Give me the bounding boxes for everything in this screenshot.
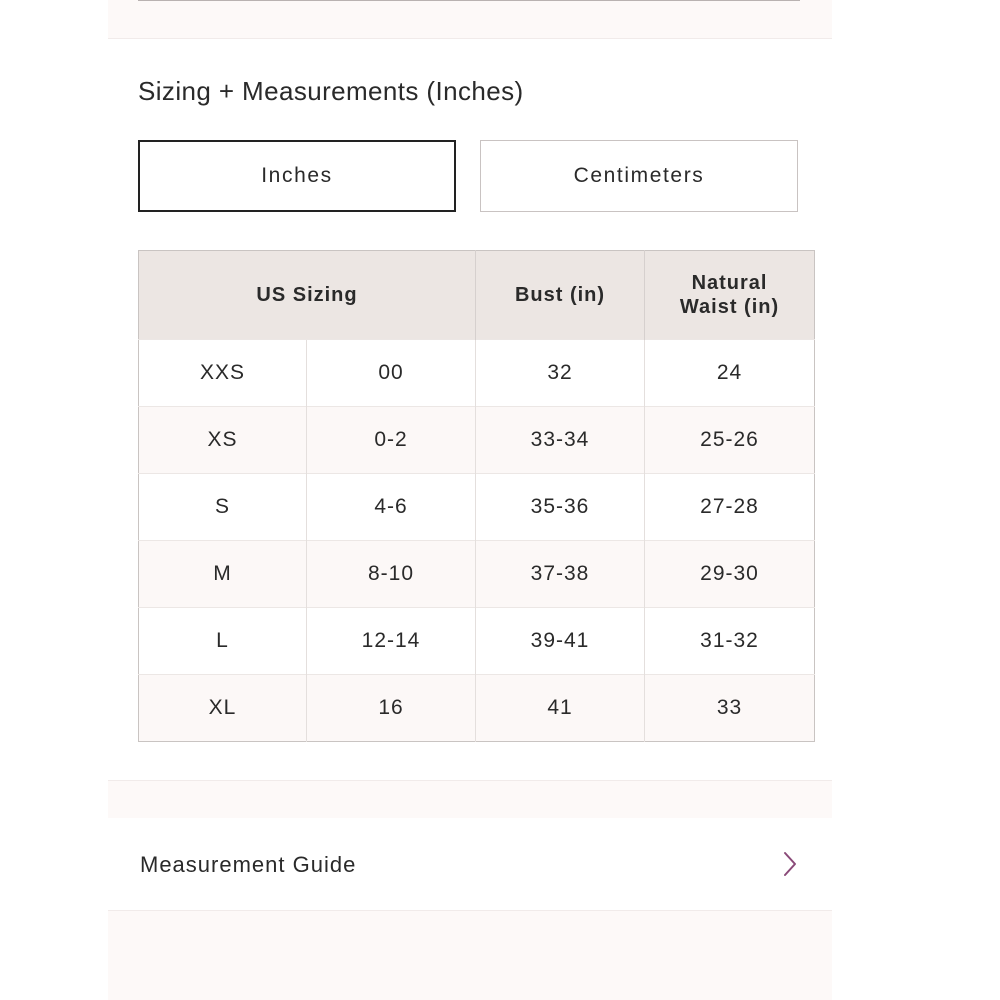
cell-bust: 35-36 xyxy=(476,474,645,541)
cell-number-size: 8-10 xyxy=(307,541,476,608)
table-row xyxy=(139,474,815,541)
cell-number-size: 0-2 xyxy=(307,407,476,474)
cell-letter-size: XXS xyxy=(139,340,307,407)
centimeters-toggle-button[interactable]: Centimeters xyxy=(480,140,798,212)
inches-toggle-button[interactable]: Inches xyxy=(138,140,456,212)
table-row xyxy=(139,340,815,407)
cell-letter-size: XL xyxy=(139,675,307,742)
cell-number-size: 12-14 xyxy=(307,608,476,675)
cell-letter-size: S xyxy=(139,474,307,541)
cell-bust: 39-41 xyxy=(476,608,645,675)
section-divider-band xyxy=(108,780,832,820)
cell-waist: 33 xyxy=(645,675,815,742)
measurement-guide-link[interactable] xyxy=(108,818,832,911)
table-row xyxy=(139,407,815,474)
cell-letter-size: L xyxy=(139,608,307,675)
header-waist-line-1: Natural xyxy=(691,272,768,294)
cell-bust: 32 xyxy=(476,340,645,407)
cell-waist: 25-26 xyxy=(645,407,815,474)
table-row xyxy=(139,541,815,608)
cell-waist: 27-28 xyxy=(645,474,815,541)
header-us-sizing: US Sizing xyxy=(139,251,476,340)
table-header-row xyxy=(139,251,815,340)
header-natural-waist xyxy=(645,251,815,340)
cell-number-size: 16 xyxy=(307,675,476,742)
chevron-right-icon xyxy=(780,850,800,878)
cell-bust: 41 xyxy=(476,675,645,742)
top-divider-band xyxy=(108,0,832,39)
table-row xyxy=(139,675,815,742)
table-row xyxy=(139,608,815,675)
bottom-band xyxy=(108,911,832,1000)
size-chart-table xyxy=(138,250,815,742)
cell-bust: 33-34 xyxy=(476,407,645,474)
cell-number-size: 4-6 xyxy=(307,474,476,541)
cell-letter-size: M xyxy=(139,541,307,608)
cell-waist: 31-32 xyxy=(645,608,815,675)
cell-number-size: 00 xyxy=(307,340,476,407)
divider-line xyxy=(138,0,800,1)
cell-letter-size: XS xyxy=(139,407,307,474)
cell-waist: 24 xyxy=(645,340,815,407)
header-bust: Bust (in) xyxy=(476,251,645,340)
cell-bust: 37-38 xyxy=(476,541,645,608)
header-waist-line-2: Waist (in) xyxy=(679,296,780,318)
cell-waist: 29-30 xyxy=(645,541,815,608)
measurement-guide-label: Measurement Guide xyxy=(140,852,357,877)
section-title: Sizing + Measurements (Inches) xyxy=(138,76,524,106)
sizing-panel xyxy=(108,0,832,1000)
